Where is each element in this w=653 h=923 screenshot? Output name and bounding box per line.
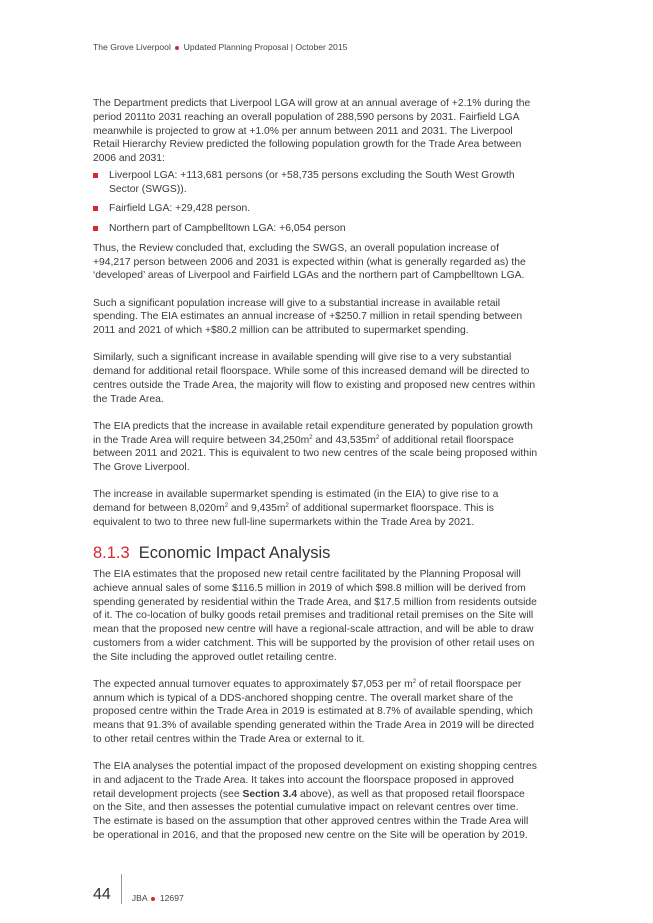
list-item bbox=[93, 202, 538, 216]
page-body bbox=[93, 97, 538, 856]
list-item bbox=[93, 169, 538, 197]
section-reference: Section 3.4 bbox=[242, 788, 298, 800]
section-number: 8.1.3 bbox=[93, 544, 130, 562]
paragraph-retail-spending: Such a significant population increase will give to a substantial increase in available retail spending. The EIA estimates an annual increase of +$250.7 million in retail spending between 2011 and 2021 of which +$80.2 million can be attributed to supermarket spending. bbox=[93, 297, 523, 336]
running-header bbox=[93, 42, 347, 52]
footer-job-number: 12697 bbox=[159, 893, 184, 903]
footer-reference bbox=[132, 892, 184, 904]
footer-org: JBA bbox=[131, 893, 148, 903]
list-item-text: Northern part of Campbelltown LGA: +6,054 person bbox=[109, 223, 346, 234]
footer-divider bbox=[121, 874, 122, 904]
paragraph-turnover: The expected annual turnover equates to approximately $7,053 per $m^2$ of retail floorspace per annum which is typical of a DDS-anchored shopping centre. The overall market share of the proposed centre within the Trade Area in 2019 is estimated at 8.7% of available spending, which means that 91.3% of available spending generated within the Trade Area in 2019 will be directed to other retail centres within the Trade Area or external to it. bbox=[93, 678, 535, 745]
paragraph-annual-sales: The EIA estimates that the proposed new retail centre facilitated by the Planning Proposal will achieve annual sales of some $116.5 million in 2019 of which $98.8 million will be derived from spending generated by residential within the Trade Area, and $17.5 million from residents outside of it. The co-location of bulky goods retail premises and traditional retail premises on the Site will mean that the proposed new centre will have a regional-scale attraction, and will be able to draw customers from a wider catchment. This will be supported by the provision of other retail uses on the Site including the approved outlet retailing centre. bbox=[93, 569, 537, 663]
bullet-icon bbox=[93, 226, 98, 231]
bullet-icon bbox=[93, 173, 98, 178]
list-item bbox=[93, 222, 538, 236]
page-footer bbox=[93, 870, 184, 904]
paragraph-review-conclusion: Thus, the Review concluded that, excluding the SWGS, an overall population increase of +94,217 person between 2006 and 2031 is expected within (what is generally regarded as) the ‘developed’ areas of Liverpool and Fairfield LGAs and the northern part of Campbelltown LGA. bbox=[93, 242, 526, 282]
paragraph-impact-analysis: The EIA analyses the potential impact of the proposed development on existing shopping centres in and adjacent to the Trade Area. It takes into account the floorspace proposed in approved retail development projects (see Section 3.4 above), as well as that proposed retail floorspace on the Site, and then assesses the potential cumulative impact on relevant centres over time. The estimate is based on the assumption that other approved centres within the Trade Area will be operational in 2016, and that the proposed new centre on the Site will be operation by 2019. bbox=[93, 761, 537, 841]
section-heading bbox=[93, 543, 538, 563]
list-item-text: Fairfield LGA: +29,428 person. bbox=[109, 203, 251, 215]
footer-dot-icon bbox=[151, 897, 155, 901]
section-title: Economic Impact Analysis bbox=[138, 544, 331, 562]
paragraph-supermarket-floorspace: The increase in available supermarket spending is estimated (in the EIA) to give rise to a demand for between $8,020m^2$ and $9,435m^2$ of additional supermarket floorspace. This is equivalent to two to three new full-line supermarkets within the Trade Area by 2021. bbox=[93, 489, 499, 528]
header-title: The Grove Liverpool bbox=[93, 42, 171, 52]
bullet-icon bbox=[93, 206, 98, 211]
paragraph-floorspace-demand: Similarly, such a significant increase in available spending will give rise to a very substantial demand for additional retail floorspace. While some of this increased demand will be directed to centres outside the Trade Area, the majority will flow to existing and proposed new centres within the Trade Area. bbox=[93, 352, 536, 405]
list-item-text: Liverpool LGA: +113,681 persons (or +58,735 persons excluding the South West Growth Sector (SWGS)). bbox=[109, 169, 515, 195]
header-dot-icon bbox=[175, 46, 179, 50]
header-subtitle: Updated Planning Proposal bbox=[183, 42, 289, 52]
paragraph-retail-floorspace: The EIA predicts that the increase in available retail expenditure generated by population growth in the Trade Area will require between $34,250m^2$ and $43,535m^2$ of additional retail floorspace between 2011 and 2021. This is equivalent to two new centres of the scale being proposed within The Grove Liverpool. bbox=[93, 420, 538, 473]
page-number: 44 bbox=[93, 886, 111, 903]
header-date: October 2015 bbox=[295, 42, 348, 52]
population-growth-list bbox=[93, 169, 538, 236]
header-separator: | bbox=[290, 42, 293, 52]
paragraph-population-forecast: The Department predicts that Liverpool LGA will grow at an annual average of +2.1% during the period 2011to 2031 reaching an overall population of 288,590 persons by 2031. Fairfield LGA meanwhile is projected to grow at +1.0% per annum between 2011 and 2031. The Liverpool Retail Hierarchy Review predicted the following population growth for the Trade Area between 2006 and 2031: bbox=[93, 98, 531, 164]
